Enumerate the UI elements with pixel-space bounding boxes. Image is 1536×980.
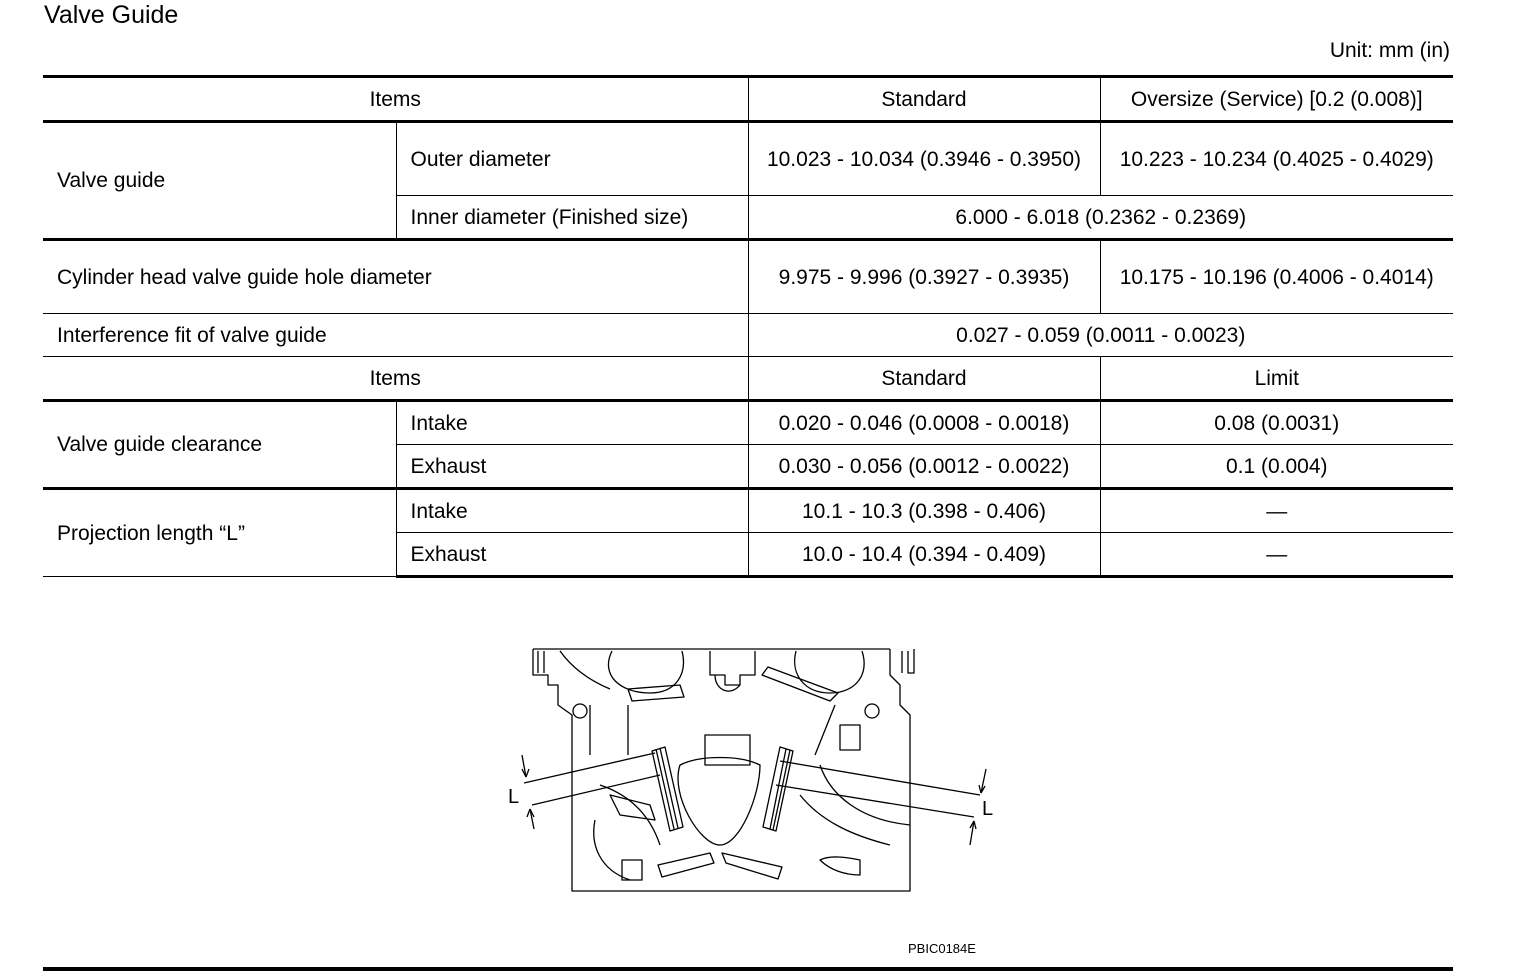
clearance-intake-standard: 0.020 - 0.046 (0.0008 - 0.0018): [748, 401, 1100, 445]
outer-diameter-standard: 10.023 - 10.034 (0.3946 - 0.3950): [748, 122, 1100, 196]
projection-exhaust-standard: 10.0 - 10.4 (0.394 - 0.409): [748, 533, 1100, 577]
clearance-exhaust-limit: 0.1 (0.004): [1100, 445, 1453, 489]
clearance-exhaust-label: Exhaust: [396, 445, 748, 489]
hole-diameter-standard: 9.975 - 9.996 (0.3927 - 0.3935): [748, 240, 1100, 314]
projection-exhaust-limit: —: [1100, 533, 1453, 577]
inner-diameter-value: 6.000 - 6.018 (0.2362 - 0.2369): [748, 196, 1453, 240]
interference-label: Interference fit of valve guide: [43, 314, 748, 357]
unit-label: Unit: mm (in): [1329, 39, 1450, 62]
header-items: Items: [43, 77, 748, 122]
bottom-rule: [43, 967, 1453, 971]
header-standard: Standard: [748, 77, 1100, 122]
table-row: [43, 489, 1453, 533]
clearance-intake-label: Intake: [396, 401, 748, 445]
cylinder-head-cross-section-diagram: [500, 645, 1000, 895]
clearance-exhaust-standard: 0.030 - 0.056 (0.0012 - 0.0022): [748, 445, 1100, 489]
header-standard: Standard: [748, 357, 1100, 401]
projection-label: Projection length “L”: [43, 489, 396, 577]
outer-diameter-oversize: 10.223 - 10.234 (0.4025 - 0.4029): [1100, 122, 1453, 196]
clearance-label: Valve guide clearance: [43, 401, 396, 489]
header-limit: Limit: [1100, 357, 1453, 401]
hole-diameter-label: Cylinder head valve guide hole diameter: [43, 240, 748, 314]
page-title: Valve Guide: [44, 1, 179, 29]
table-row: [43, 314, 1453, 357]
header-items: Items: [43, 357, 748, 401]
outer-diameter-label: Outer diameter: [396, 122, 748, 196]
figure-code: PBIC0184E: [908, 941, 976, 956]
interference-value: 0.027 - 0.059 (0.0011 - 0.0023): [748, 314, 1453, 357]
projection-intake-limit: —: [1100, 489, 1453, 533]
valve-guide-spec-table: [43, 75, 1453, 578]
projection-intake-standard: 10.1 - 10.3 (0.398 - 0.406): [748, 489, 1100, 533]
right-l-label: L: [982, 798, 994, 820]
projection-intake-label: Intake: [396, 489, 748, 533]
hole-diameter-oversize: 10.175 - 10.196 (0.4006 - 0.4014): [1100, 240, 1453, 314]
valve-guide-label: Valve guide: [43, 122, 396, 240]
table-row: [43, 401, 1453, 445]
left-l-label: L: [508, 786, 520, 808]
projection-exhaust-label: Exhaust: [396, 533, 748, 577]
table-header-row: [43, 357, 1453, 401]
clearance-intake-limit: 0.08 (0.0031): [1100, 401, 1453, 445]
header-oversize: Oversize (Service) [0.2 (0.008)]: [1100, 77, 1453, 122]
table-row: [43, 240, 1453, 314]
inner-diameter-label: Inner diameter (Finished size): [396, 196, 748, 240]
table-row: [43, 122, 1453, 196]
table-header-row: [43, 77, 1453, 122]
